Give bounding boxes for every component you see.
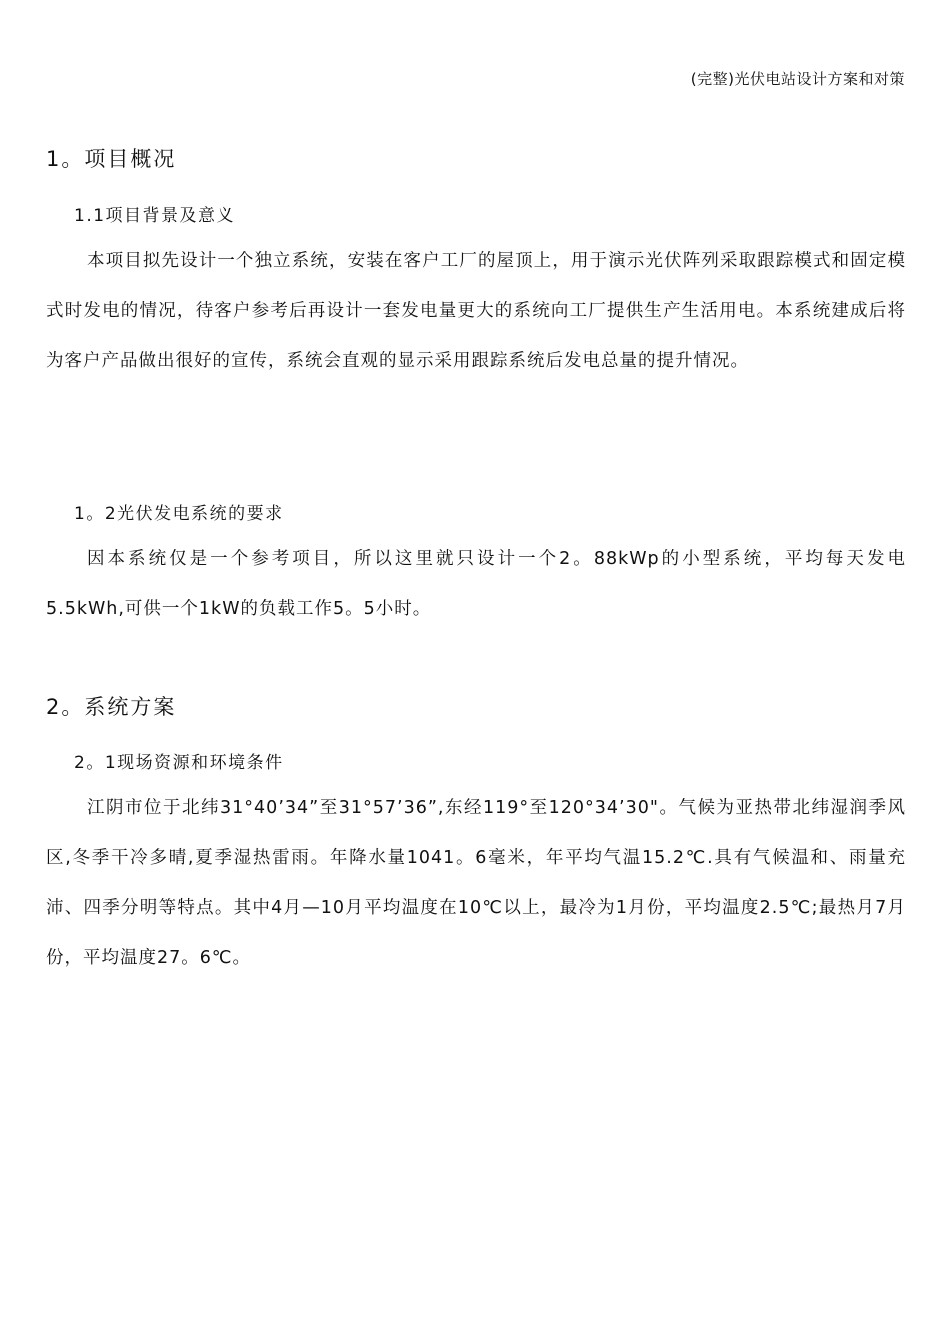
paragraph-site-environment: 江阴市位于北纬31°40’34”至31°57’36”,东经119°至120°34’30"。气候为亚热带北纬湿润季风区,冬季干冷多晴,夏季湿热雷雨。年降水量1041。6毫米，年平均气温15.2℃.具有气候温和、雨量充沛、四季分明等特点。其中4月—10月平均温度在10℃以上，最冷为1月份，平均温度2.5℃;最热月7月份，平均温度27。6℃。 bbox=[46, 798, 906, 968]
section-heading-overview: 1。项目概况 bbox=[46, 147, 177, 171]
document-header-title: (完整)光伏电站设计方案和对策 bbox=[690, 70, 905, 88]
subsection-heading-background: 1.1项目背景及意义 bbox=[74, 206, 236, 226]
subsection-heading-requirements: 1。2光伏发电系统的要求 bbox=[74, 504, 284, 524]
section-heading-system-scheme: 2。系统方案 bbox=[46, 695, 177, 719]
paragraph-requirements: 因本系统仅是一个参考项目，所以这里就只设计一个2。88kWp的小型系统，平均每天发电5.5kWh,可供一个1kW的负载工作5。5小时。 bbox=[46, 549, 906, 619]
subsection-heading-site-environment: 2。1现场资源和环境条件 bbox=[74, 753, 284, 773]
paragraph-background: 本项目拟先设计一个独立系统，安装在客户工厂的屋顶上，用于演示光伏阵列采取跟踪模式和固定模式时发电的情况，待客户参考后再设计一套发电量更大的系统向工厂提供生产生活用电。本系统建成后将为客户产品做出很好的宣传，系统会直观的显示采用跟踪系统后发电总量的提升情况。 bbox=[46, 251, 906, 371]
